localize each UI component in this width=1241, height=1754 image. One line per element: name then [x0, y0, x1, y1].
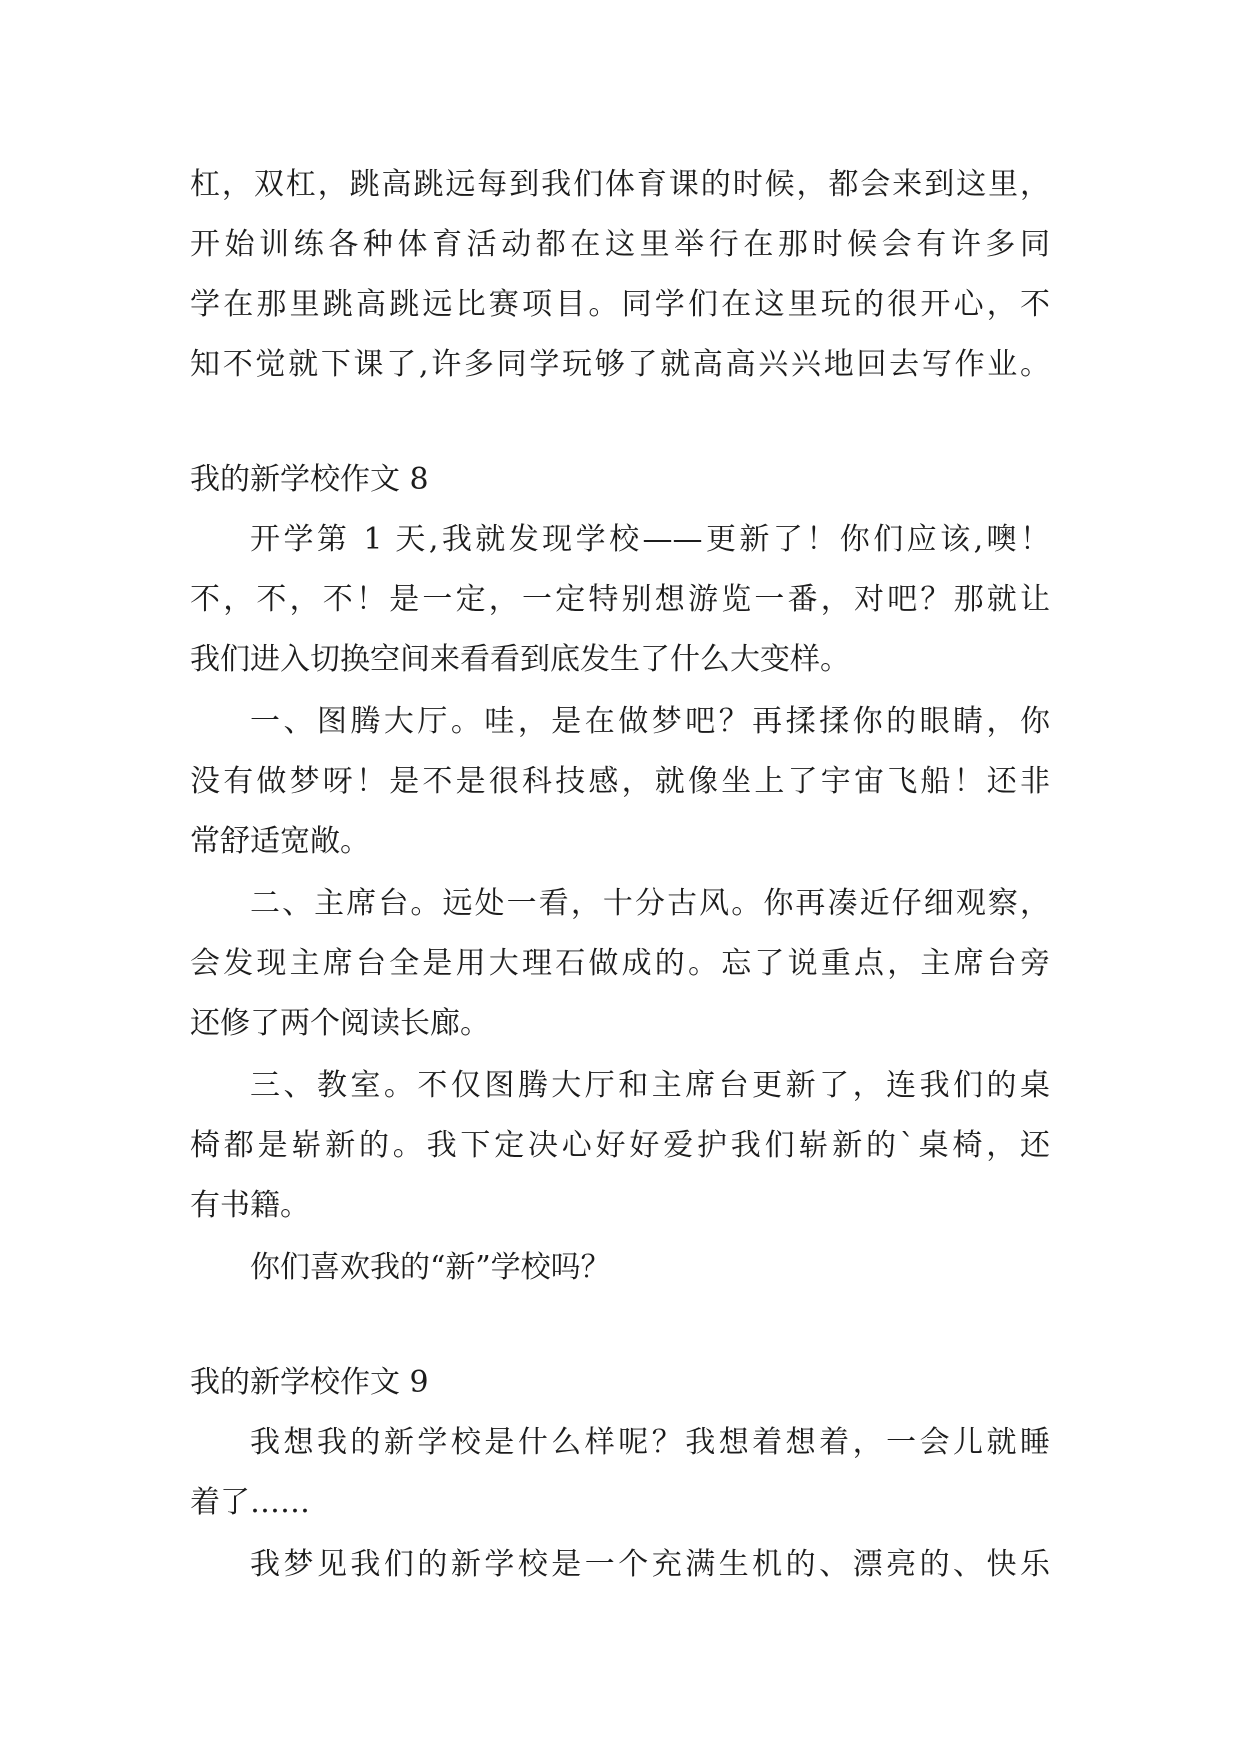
text-line: 会发现主席台全是用大理石做成的。忘了说重点，主席台旁 — [190, 946, 1050, 981]
paragraph — [190, 510, 1050, 690]
essay-continuation — [190, 155, 1050, 395]
text-line: 还修了两个阅读长廊。 — [190, 1006, 490, 1041]
essay-title: 我的新学校作文 9 — [190, 1365, 429, 1400]
text-line: 开始训练各种体育活动都在这里举行在那时候会有许多同 — [190, 227, 1050, 262]
text-line: 一、图腾大厅。哇，是在做梦吧？再揉揉你的眼睛，你 — [250, 704, 1050, 739]
essay-9 — [190, 1353, 1050, 1595]
text-line: 知不觉就下课了,许多同学玩够了就高高兴兴地回去写作业。 — [190, 347, 1050, 382]
essay-8 — [190, 450, 1050, 1298]
text-line: 开学第 1 天,我就发现学校——更新了！你们应该,噢！ — [250, 522, 1050, 557]
text-line: 三、教室。不仅图腾大厅和主席台更新了，连我们的桌 — [250, 1068, 1050, 1103]
paragraph — [190, 692, 1050, 872]
text-line: 我想我的新学校是什么样呢？我想着想着，一会儿就睡 — [250, 1425, 1050, 1460]
text-line: 有书籍。 — [190, 1188, 310, 1223]
text-line: 椅都是崭新的。我下定决心好好爱护我们崭新的`桌椅，还 — [190, 1128, 1050, 1163]
text-line: 杠，双杠，跳高跳远每到我们体育课的时候，都会来到这里， — [190, 167, 1050, 202]
paragraph — [190, 1238, 1050, 1298]
paragraph — [190, 1413, 1050, 1533]
paragraph — [190, 1056, 1050, 1236]
text-line: 着了…… — [190, 1485, 310, 1520]
text-line: 常舒适宽敞。 — [190, 824, 370, 859]
text-line: 我梦见我们的新学校是一个充满生机的、漂亮的、快乐 — [250, 1547, 1050, 1582]
text-line: 二、主席台。远处一看，十分古风。你再凑近仔细观察， — [250, 886, 1050, 921]
text-line: 学在那里跳高跳远比赛项目。同学们在这里玩的很开心，不 — [190, 287, 1050, 322]
essay-title: 我的新学校作文 8 — [190, 462, 429, 497]
paragraph — [190, 874, 1050, 1054]
text-line: 没有做梦呀！是不是很科技感，就像坐上了宇宙飞船！还非 — [190, 764, 1050, 799]
paragraph — [190, 155, 1050, 395]
text-line: 不，不，不！是一定，一定特别想游览一番，对吧？那就让 — [190, 582, 1050, 617]
paragraph — [190, 1535, 1050, 1595]
text-line: 我们进入切换空间来看看到底发生了什么大变样。 — [190, 642, 850, 677]
text-line: 你们喜欢我的“新”学校吗？ — [250, 1250, 611, 1285]
